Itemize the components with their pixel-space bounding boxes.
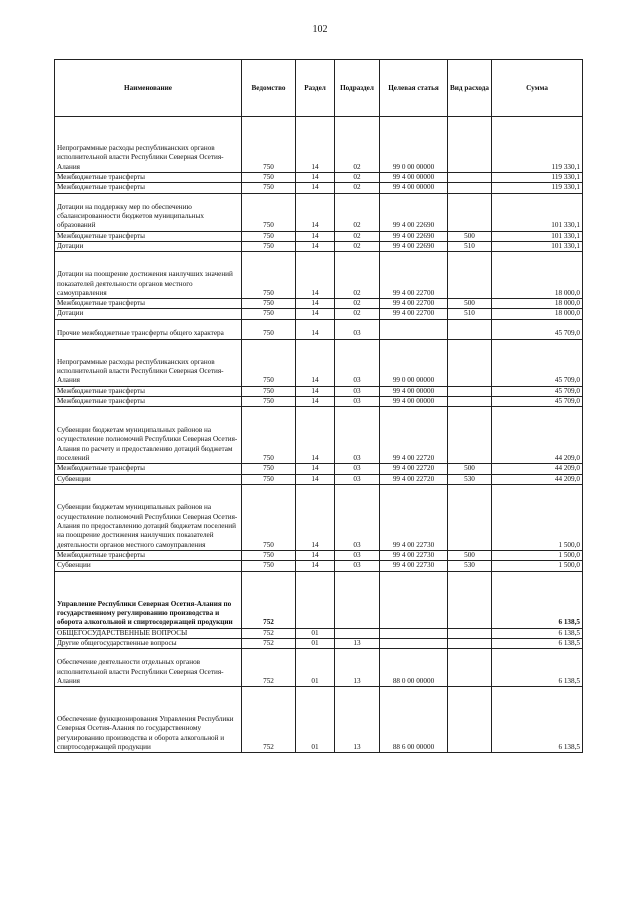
cell-dept: 750: [242, 484, 296, 550]
cell-type: 500: [448, 231, 492, 241]
cell-dept: 750: [242, 231, 296, 241]
cell-type: 500: [448, 550, 492, 560]
cell-name: Межбюджетные трансферты: [55, 299, 242, 309]
cell-type: 530: [448, 474, 492, 484]
cell-section: 01: [296, 687, 335, 753]
cell-section: [296, 571, 335, 628]
table-row: [55, 193, 583, 231]
cell-section: 14: [296, 309, 335, 319]
table-row: [55, 231, 583, 241]
cell-type: [448, 649, 492, 687]
cell-subsection: 03: [335, 319, 380, 339]
cell-subsection: 02: [335, 309, 380, 319]
cell-dept: 750: [242, 117, 296, 173]
cell-name: Прочие межбюджетные трансферты общего характера: [55, 319, 242, 339]
cell-subsection: 03: [335, 339, 380, 386]
table-row: [55, 571, 583, 628]
cell-section: 14: [296, 173, 335, 183]
cell-subsection: 02: [335, 183, 380, 193]
table-row: [55, 386, 583, 396]
cell-dept: 750: [242, 299, 296, 309]
cell-target: 99 4 00 22690: [380, 193, 448, 231]
cell-sum: 45 709,0: [492, 339, 583, 386]
cell-target: 88 6 00 00000: [380, 687, 448, 753]
cell-dept: 750: [242, 339, 296, 386]
cell-subsection: 03: [335, 474, 380, 484]
cell-name: Дотации на поддержку мер по обеспечению сбалансированности бюджетов муниципальных образований: [55, 193, 242, 231]
cell-type: 510: [448, 241, 492, 251]
cell-type: [448, 319, 492, 339]
cell-name: Межбюджетные трансферты: [55, 397, 242, 407]
table-row: [55, 299, 583, 309]
header-subsection: Подраздел: [335, 60, 380, 117]
cell-type: [448, 386, 492, 396]
cell-sum: 18 000,0: [492, 309, 583, 319]
cell-dept: 750: [242, 173, 296, 183]
cell-sum: 18 000,0: [492, 299, 583, 309]
header-target: Целевая статья: [380, 60, 448, 117]
table-row: [55, 474, 583, 484]
cell-section: 14: [296, 299, 335, 309]
cell-subsection: 13: [335, 638, 380, 648]
cell-section: 14: [296, 550, 335, 560]
table-row: [55, 407, 583, 464]
cell-subsection: [335, 628, 380, 638]
cell-type: 530: [448, 561, 492, 571]
table-header-row: [55, 60, 583, 117]
cell-dept: 752: [242, 571, 296, 628]
cell-target: 99 0 00 00000: [380, 117, 448, 173]
cell-sum: 119 330,1: [492, 173, 583, 183]
cell-section: 14: [296, 193, 335, 231]
table-row: [55, 252, 583, 299]
cell-type: [448, 339, 492, 386]
cell-sum: 101 330,1: [492, 193, 583, 231]
cell-subsection: [335, 571, 380, 628]
cell-target: 99 4 00 22690: [380, 241, 448, 251]
cell-dept: 752: [242, 687, 296, 753]
table-row: [55, 638, 583, 648]
cell-name: Обеспечение деятельности отдельных органов исполнительной власти Республики Северная Осетия-Алания: [55, 649, 242, 687]
cell-name: Непрограммные расходы республиканских органов исполнительной власти Республики Северная Осетия-Алания: [55, 117, 242, 173]
table-row: [55, 117, 583, 173]
cell-name: Межбюджетные трансферты: [55, 464, 242, 474]
cell-type: 500: [448, 464, 492, 474]
cell-dept: 750: [242, 252, 296, 299]
table-row: [55, 464, 583, 474]
cell-dept: 752: [242, 638, 296, 648]
table-row: [55, 173, 583, 183]
cell-name: Непрограммные расходы республиканских органов исполнительной власти Республики Северная Осетия-Алания: [55, 339, 242, 386]
cell-name: Межбюджетные трансферты: [55, 386, 242, 396]
cell-dept: 750: [242, 464, 296, 474]
cell-type: [448, 397, 492, 407]
cell-target: 99 4 00 22700: [380, 299, 448, 309]
cell-dept: 752: [242, 628, 296, 638]
cell-type: [448, 407, 492, 464]
cell-sum: 101 330,1: [492, 241, 583, 251]
cell-name: Межбюджетные трансферты: [55, 173, 242, 183]
cell-section: 14: [296, 386, 335, 396]
cell-type: [448, 571, 492, 628]
cell-name: Другие общегосударственные вопросы: [55, 638, 242, 648]
cell-subsection: 02: [335, 252, 380, 299]
cell-name: Межбюджетные трансферты: [55, 550, 242, 560]
cell-dept: 750: [242, 183, 296, 193]
cell-subsection: 02: [335, 117, 380, 173]
cell-target: [380, 638, 448, 648]
cell-name: Дотации: [55, 241, 242, 251]
cell-dept: 750: [242, 474, 296, 484]
cell-sum: 1 500,0: [492, 484, 583, 550]
cell-sum: 6 138,5: [492, 571, 583, 628]
cell-sum: 6 138,5: [492, 687, 583, 753]
cell-target: 99 4 00 22720: [380, 474, 448, 484]
table-row: [55, 397, 583, 407]
cell-name: Межбюджетные трансферты: [55, 231, 242, 241]
cell-section: 14: [296, 231, 335, 241]
header-section: Раздел: [296, 60, 335, 117]
cell-section: 14: [296, 464, 335, 474]
cell-name: Субвенции бюджетам муниципальных районов на осуществление полномочий Республики Северная Осетия-Алания по расчету и предоставлению дотаций бюджетам поселений: [55, 407, 242, 464]
table-row: [55, 649, 583, 687]
cell-dept: 750: [242, 561, 296, 571]
cell-subsection: 02: [335, 193, 380, 231]
cell-subsection: 03: [335, 561, 380, 571]
cell-target: 99 4 00 22690: [380, 231, 448, 241]
cell-section: 14: [296, 484, 335, 550]
table-row: [55, 319, 583, 339]
cell-subsection: 02: [335, 173, 380, 183]
cell-name: Управление Республики Северная Осетия-Алания по государственному регулированию производства и оборота алкогольной и спиртосодержащей продукции: [55, 571, 242, 628]
cell-dept: 750: [242, 550, 296, 560]
cell-name: Субвенции бюджетам муниципальных районов на осуществление полномочий Республики Северная Осетия-Алания по предоставлению дотаций бюджетам поселений на поощрение достижения наилучших показателей деятельности органов местного самоуправления: [55, 484, 242, 550]
table-row: [55, 309, 583, 319]
cell-dept: 750: [242, 309, 296, 319]
table-row: [55, 550, 583, 560]
cell-section: 14: [296, 319, 335, 339]
cell-subsection: 03: [335, 550, 380, 560]
cell-sum: 45 709,0: [492, 386, 583, 396]
cell-sum: 6 138,5: [492, 649, 583, 687]
cell-name: ОБЩЕГОСУДАРСТВЕННЫЕ ВОПРОСЫ: [55, 628, 242, 638]
cell-name: Субвенции: [55, 561, 242, 571]
cell-dept: 750: [242, 319, 296, 339]
cell-sum: 119 330,1: [492, 117, 583, 173]
table-row: [55, 561, 583, 571]
cell-target: 99 4 00 22720: [380, 464, 448, 474]
cell-subsection: 13: [335, 649, 380, 687]
cell-section: 14: [296, 339, 335, 386]
cell-target: 99 4 00 00000: [380, 173, 448, 183]
cell-target: 99 0 00 00000: [380, 339, 448, 386]
cell-section: 01: [296, 649, 335, 687]
cell-target: [380, 628, 448, 638]
cell-section: 14: [296, 474, 335, 484]
cell-type: [448, 484, 492, 550]
cell-subsection: 03: [335, 484, 380, 550]
cell-subsection: 02: [335, 299, 380, 309]
cell-sum: 101 330,1: [492, 231, 583, 241]
cell-section: 14: [296, 117, 335, 173]
cell-sum: 1 500,0: [492, 561, 583, 571]
cell-section: 14: [296, 252, 335, 299]
table-row: [55, 628, 583, 638]
cell-section: 14: [296, 397, 335, 407]
cell-type: [448, 628, 492, 638]
cell-type: [448, 193, 492, 231]
header-sum: Сумма: [492, 60, 583, 117]
cell-subsection: 03: [335, 407, 380, 464]
cell-target: 99 4 00 22730: [380, 550, 448, 560]
cell-subsection: 02: [335, 241, 380, 251]
cell-target: 99 4 00 22730: [380, 484, 448, 550]
cell-section: 14: [296, 241, 335, 251]
cell-section: 01: [296, 628, 335, 638]
cell-subsection: 03: [335, 464, 380, 474]
cell-type: [448, 173, 492, 183]
cell-target: 88 0 00 00000: [380, 649, 448, 687]
cell-dept: 750: [242, 193, 296, 231]
table-row: [55, 183, 583, 193]
table-row: [55, 687, 583, 753]
cell-target: 99 4 00 00000: [380, 386, 448, 396]
cell-sum: 6 138,5: [492, 638, 583, 648]
cell-name: Дотации на поощрение достижения наилучших значений показателей деятельности органов местного самоуправления: [55, 252, 242, 299]
cell-target: 99 4 00 00000: [380, 183, 448, 193]
cell-type: [448, 117, 492, 173]
cell-sum: 44 209,0: [492, 474, 583, 484]
cell-target: 99 4 00 22730: [380, 561, 448, 571]
cell-type: [448, 183, 492, 193]
cell-subsection: 03: [335, 386, 380, 396]
cell-sum: 45 709,0: [492, 397, 583, 407]
cell-dept: 750: [242, 407, 296, 464]
cell-target: 99 4 00 22720: [380, 407, 448, 464]
cell-type: 510: [448, 309, 492, 319]
table-row: [55, 241, 583, 251]
budget-table: [54, 59, 583, 753]
cell-type: [448, 252, 492, 299]
cell-sum: 1 500,0: [492, 550, 583, 560]
table-row: [55, 339, 583, 386]
cell-section: 14: [296, 183, 335, 193]
cell-sum: 6 138,5: [492, 628, 583, 638]
cell-target: 99 4 00 00000: [380, 397, 448, 407]
page-number: 102: [312, 24, 328, 35]
cell-dept: 750: [242, 386, 296, 396]
cell-target: 99 4 00 22700: [380, 252, 448, 299]
header-dept: Ведомство: [242, 60, 296, 117]
cell-sum: 44 209,0: [492, 407, 583, 464]
cell-subsection: 13: [335, 687, 380, 753]
cell-dept: 750: [242, 397, 296, 407]
cell-type: [448, 687, 492, 753]
cell-name: Дотации: [55, 309, 242, 319]
cell-type: [448, 638, 492, 648]
cell-dept: 752: [242, 649, 296, 687]
cell-sum: 45 709,0: [492, 319, 583, 339]
cell-subsection: 02: [335, 231, 380, 241]
cell-dept: 750: [242, 241, 296, 251]
cell-name: Обеспечение функционирования Управления Республики Северная Осетия-Алания по государственному регулированию производства и оборота алкогольной и спиртосодержащей продукции: [55, 687, 242, 753]
cell-sum: 119 330,1: [492, 183, 583, 193]
cell-subsection: 03: [335, 397, 380, 407]
cell-target: [380, 319, 448, 339]
cell-sum: 44 209,0: [492, 464, 583, 474]
cell-section: 01: [296, 638, 335, 648]
cell-section: 14: [296, 561, 335, 571]
cell-type: 500: [448, 299, 492, 309]
cell-section: 14: [296, 407, 335, 464]
cell-name: Межбюджетные трансферты: [55, 183, 242, 193]
header-type: Вид расхода: [448, 60, 492, 117]
cell-sum: 18 000,0: [492, 252, 583, 299]
header-name: Наименование: [55, 60, 242, 117]
cell-name: Субвенции: [55, 474, 242, 484]
cell-target: [380, 571, 448, 628]
table-row: [55, 484, 583, 550]
cell-target: 99 4 00 22700: [380, 309, 448, 319]
